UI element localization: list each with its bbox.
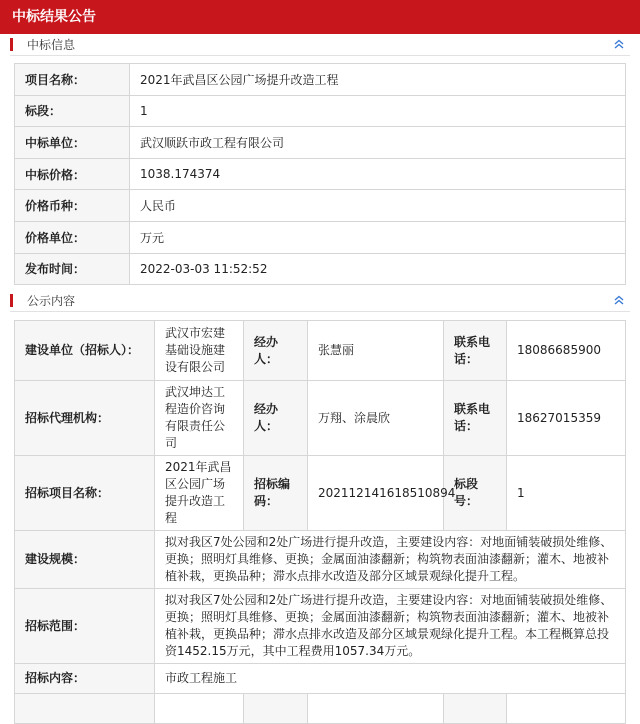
bid-info-table-wrap: [14, 63, 626, 285]
code-label: 招标编码：: [244, 456, 308, 531]
agency-label: 招标代理机构：: [15, 381, 155, 456]
table-row: [15, 456, 626, 531]
collapse-icon[interactable]: [612, 37, 626, 51]
public-content-table: [14, 320, 626, 724]
section-title: 中标信息: [27, 38, 76, 52]
agency-value: 武汉坤达工程造价咨询有限责任公司: [155, 381, 244, 456]
builder-handler-label: 经办人：: [244, 321, 308, 381]
agency-handler-value: 万翔、涂晨欣: [308, 381, 444, 456]
section-title: 公示内容: [27, 294, 76, 309]
row-value: 2021年武昌区公园广场提升改造工程: [130, 64, 626, 96]
builder-label: 建设单位（招标人）：: [15, 321, 155, 381]
table-row: [15, 253, 626, 285]
agency-phone-value: 18627015359: [507, 381, 626, 456]
range-value: 拟对我区7处公园和2处广场进行提升改造，主要建设内容：对地面铺装破损处维修、更换；照明灯具维修、更换；金属面油漆翻新；构筑物表面油漆翻新；灌木、地被补植补栽，更换品种；滞水点排水改造及部分区域景观绿化提升工程。本工程概算总投资1452.15万元，其中工程费用1057.34万元。: [155, 589, 626, 664]
section-header-bid-info: [10, 34, 630, 56]
table-row: [15, 95, 626, 127]
table-row: [15, 664, 626, 694]
builder-phone-label: 联系电话：: [444, 321, 507, 381]
row-label: 价格币种：: [15, 190, 130, 222]
table-row: [15, 589, 626, 664]
lot-value: 1: [507, 456, 626, 531]
collapse-icon[interactable]: [612, 293, 626, 307]
table-row: [15, 190, 626, 222]
row-label: 标段：: [15, 95, 130, 127]
project-value: 2021年武昌区公园广场提升改造工程: [155, 456, 244, 531]
content-label: 招标内容：: [15, 664, 155, 694]
page-title: 中标结果公告: [0, 0, 640, 34]
table-row: [15, 64, 626, 96]
lot-label: 标段号：: [444, 456, 507, 531]
scale-label: 建设规模：: [15, 531, 155, 589]
row-label: 中标价格：: [15, 158, 130, 190]
table-row: [15, 381, 626, 456]
public-content-table-wrap: [14, 320, 626, 724]
table-row: [15, 127, 626, 159]
project-label: 招标项目名称：: [15, 456, 155, 531]
builder-handler-value: 张慧丽: [308, 321, 444, 381]
row-value: 万元: [130, 221, 626, 253]
table-row: [15, 694, 626, 724]
section-marker: [10, 38, 13, 51]
table-row: [15, 531, 626, 589]
table-row: [15, 321, 626, 381]
row-label: 中标单位：: [15, 127, 130, 159]
section-header-public-content: [10, 290, 630, 312]
row-label: 价格单位：: [15, 221, 130, 253]
code-value: 202112141618510894: [308, 456, 444, 531]
range-label: 招标范围：: [15, 589, 155, 664]
row-value: 2022-03-03 11:52:52: [130, 253, 626, 285]
row-label: 发布时间：: [15, 253, 130, 285]
table-row: [15, 158, 626, 190]
agency-phone-label: 联系电话：: [444, 381, 507, 456]
row-value: 1: [130, 95, 626, 127]
agency-handler-label: 经办人：: [244, 381, 308, 456]
row-value: 武汉顺跃市政工程有限公司: [130, 127, 626, 159]
builder-phone-value: 18086685900: [507, 321, 626, 381]
scale-value: 拟对我区7处公园和2处广场进行提升改造，主要建设内容：对地面铺装破损处维修、更换；照明灯具维修、更换；金属面油漆翻新；构筑物表面油漆翻新；灌木、地被补植补栽，更换品种；滞水点排水改造及部分区域景观绿化提升工程。: [155, 531, 626, 589]
table-row: [15, 221, 626, 253]
section-marker: [10, 294, 13, 307]
bid-info-table: [14, 63, 626, 285]
row-value: 人民币: [130, 190, 626, 222]
row-label: 项目名称：: [15, 64, 130, 96]
builder-value: 武汉市宏建基础设施建设有限公司: [155, 321, 244, 381]
content-value: 市政工程施工: [155, 664, 626, 694]
row-value: 1038.174374: [130, 158, 626, 190]
